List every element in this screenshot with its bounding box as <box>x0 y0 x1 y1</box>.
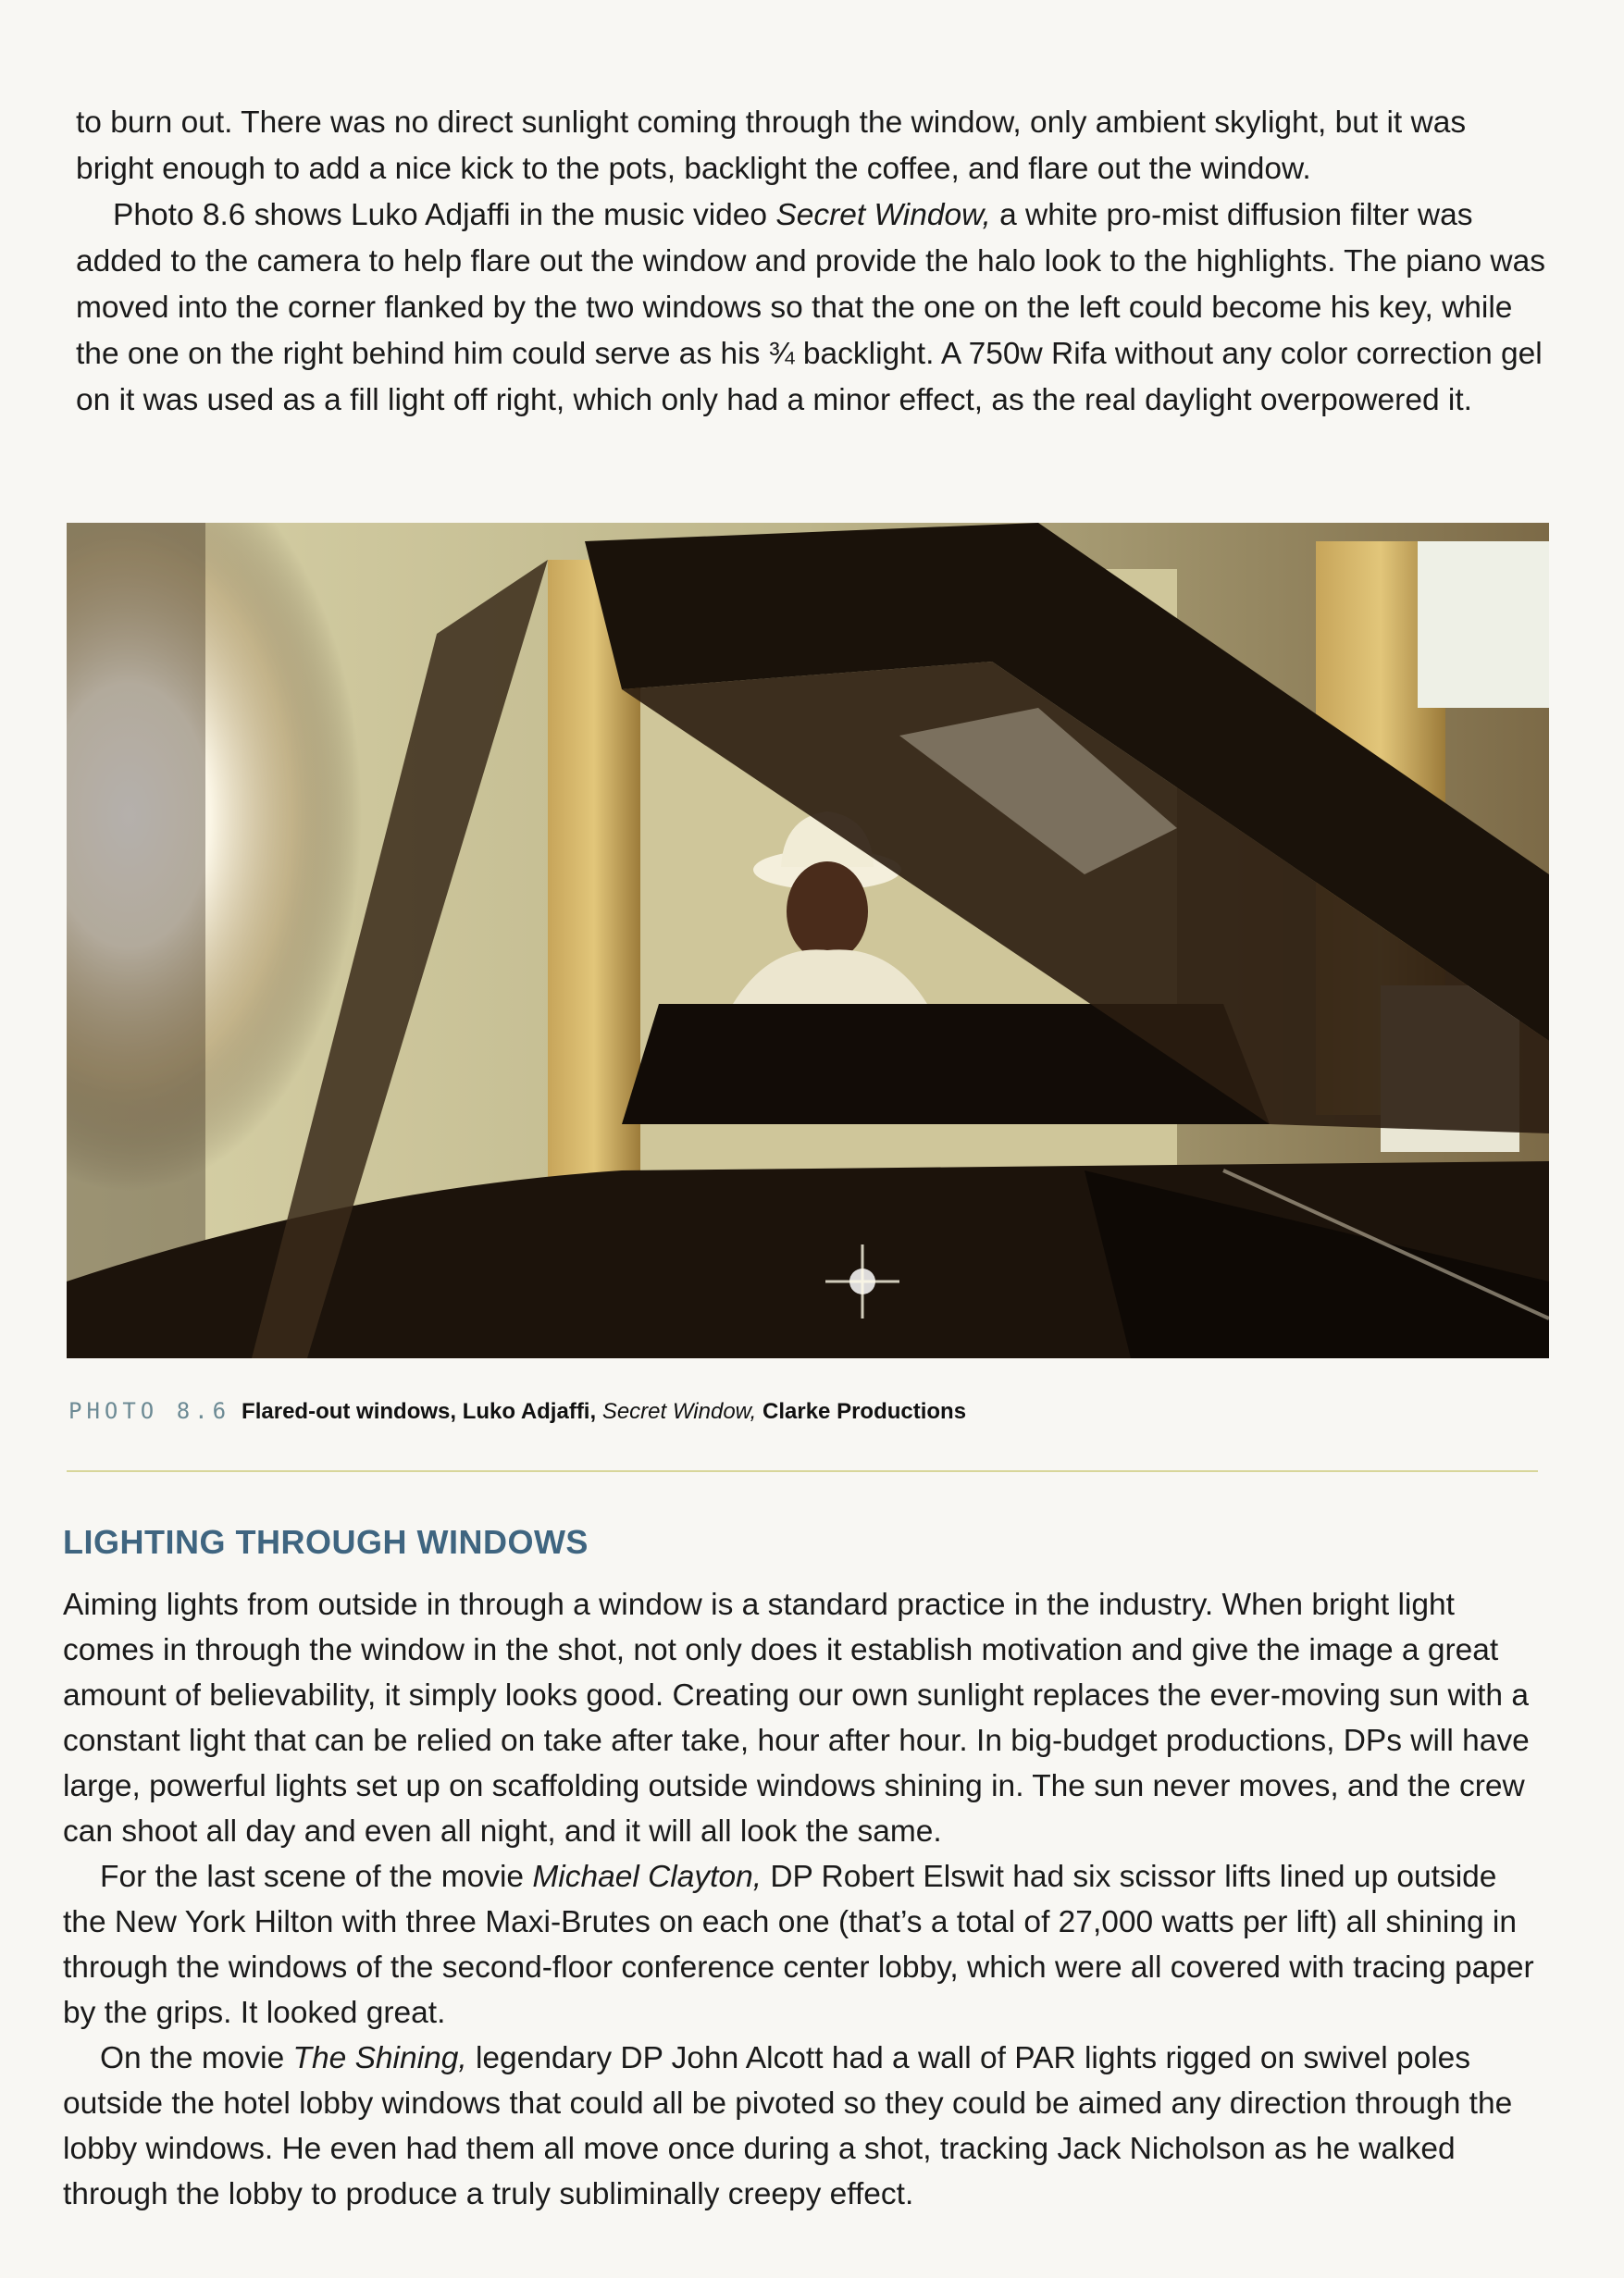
caption-text: Flared-out windows, Luko Adjaffi, <box>242 1399 602 1424</box>
section-heading: LIGHTING THROUGH WINDOWS <box>63 1523 589 1561</box>
paragraph-photo-details: a white pro-mist diffusion filter was added to the camera to help flare out the window and provide the halo look to the highlights. The piano was moved into the corner flanked by the two windows so that the one on the left could become his key, while the one on the right behind him could serve as his ¾ backlight. A 750w Rifa without any color correction gel on it was used as a fill light off right, which only had a minor effect, as the real daylight overpowered it. <box>76 198 1545 417</box>
paragraph-3-rest: legendary DP John Alcott had a wall of PAR lights rigged on swivel poles outside the hotel lobby windows that could all be pivoted so they could be aimed any direction through the lobby windows. He even had them all move once during a shot, tracking Jack Nicholson as he walked through the lobby to produce a truly subliminally creepy effect. <box>63 2041 1513 2211</box>
movie-title-shining: The Shining, <box>292 2041 467 2075</box>
caption-credit: Clarke Productions <box>756 1399 967 1424</box>
caption-label: PHOTO 8.6 <box>68 1398 231 1424</box>
photo-piano-player <box>67 523 1549 1358</box>
paragraph-2-rest: DP Robert Elswit had six scissor lifts lined up outside the New York Hilton with three Maxi-Brutes on each one (that’s a total of 27,000 watts per lift) all shining in through the windows of the second-floor conference center lobby, which were all covered with tracing paper by the grips. It looked great. <box>63 1860 1534 2030</box>
caption-title: Secret Window, <box>601 1399 757 1424</box>
movie-title-clayton: Michael Clayton, <box>532 1860 762 1894</box>
paragraph-continuation: to burn out. There was no direct sunlight coming through the window, only ambient skylight, but it was bright enough to add a nice kick to the pots, backlight the coffee, and flare out the window. <box>76 105 1467 186</box>
body-text-top <box>76 100 1547 424</box>
section-divider <box>67 1470 1538 1472</box>
paragraph-3-start: On the movie <box>100 2041 293 2075</box>
video-title: Secret Window, <box>775 198 991 232</box>
paragraph-2-start: For the last scene of the movie <box>100 1860 533 1894</box>
piano-photo-illustration <box>67 523 1549 1358</box>
section-paragraph-1: Aiming lights from outside in through a window is a standard practice in the industry. When bright light comes in through the window in the shot, not only does it establish motivation and give the image a great amount of believability, it simply looks good. Creating our own sunlight replaces the ever-moving sun with a constant light that can be relied on take after take, hour after hour. In big-budget productions, DPs will have large, powerful lights set up on scaffolding outside windows shining in. The sun never moves, and the crew can shoot all day and even all night, and it will all look the same. <box>63 1588 1530 1849</box>
body-text-section <box>63 1582 1543 2217</box>
photo-caption <box>68 1395 966 1428</box>
paragraph-photo-intro: Photo 8.6 shows Luko Adjaffi in the music video <box>113 198 776 232</box>
